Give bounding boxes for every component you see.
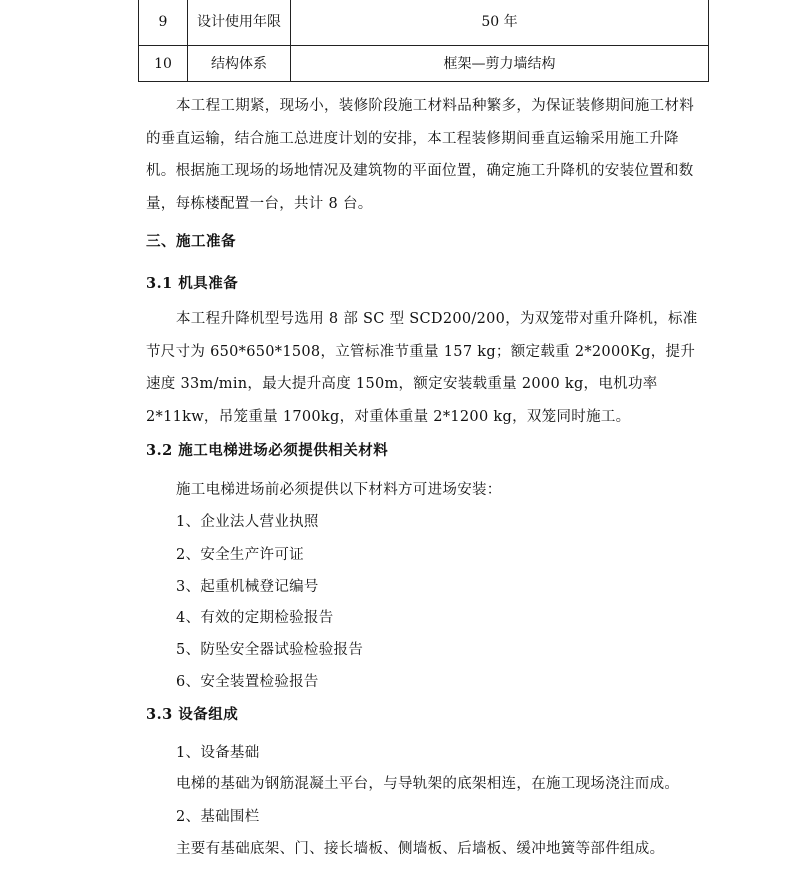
subsection-heading-3-3: 3.3 设备组成	[146, 706, 239, 723]
materials-lead: 施工电梯进场前必须提供以下材料方可进场安装：	[176, 482, 502, 498]
component-item: 1、设备基础	[176, 745, 260, 761]
subsection-heading-3-2: 3.2 施工电梯进场必须提供相关材料	[146, 442, 389, 459]
row-name: 设计使用年限	[188, 0, 291, 46]
list-item: 5、防坠安全器试验检验报告	[176, 642, 364, 658]
list-item: 6、安全装置检验报告	[176, 674, 319, 690]
list-item: 2、安全生产许可证	[176, 547, 304, 563]
list-item: 1、企业法人营业执照	[176, 514, 319, 530]
component-item: 2、基础围栏	[176, 809, 260, 825]
list-item: 3、起重机械登记编号	[176, 579, 319, 595]
spec-table	[138, 0, 709, 82]
section-heading: 三、施工准备	[146, 233, 236, 250]
equipment-paragraph: 本工程升降机型号选用 8 部 SC 型 SCD200/200，为双笼带对重升降机，标准节尺寸为 650*650*1508，立管标准节重量 157 kg；额定载重 2*2000Kg，提升速度 33m/min，最大提升高度 150m，额定安装载重量 2000 kg，电机功率 2*11kw，吊笼重量 1700kg，对重体重量 2*1200 kg，双笼同时施工。	[146, 311, 698, 425]
subsection-heading-3-1: 3.1 机具准备	[146, 275, 239, 292]
row-value: 50 年	[291, 0, 709, 46]
component-description: 电梯的基础为钢筋混凝土平台，与导轨架的底架相连，在施工现场浇注而成。	[176, 776, 680, 792]
component-description: 主要有基础底架、门、接长墙板、侧墙板、后墙板、缓冲地簧等部件组成。	[176, 841, 665, 857]
row-name: 结构体系	[188, 46, 291, 82]
row-number: 9	[139, 0, 188, 46]
intro-paragraph: 本工程工期紧，现场小，装修阶段施工材料品种繁多，为保证装修期间施工材料的垂直运输，结合施工总进度计划的安排，本工程装修期间垂直运输采用施工升降机。根据施工现场的场地情况及建筑物的平面位置，确定施工升降机的安装位置和数量，每栋楼配置一台，共计 8 台。	[146, 98, 694, 212]
table-row	[139, 0, 709, 46]
row-number: 10	[139, 46, 188, 82]
row-value: 框架—剪力墙结构	[291, 46, 709, 82]
list-item: 4、有效的定期检验报告	[176, 610, 334, 626]
table-row	[139, 46, 709, 82]
